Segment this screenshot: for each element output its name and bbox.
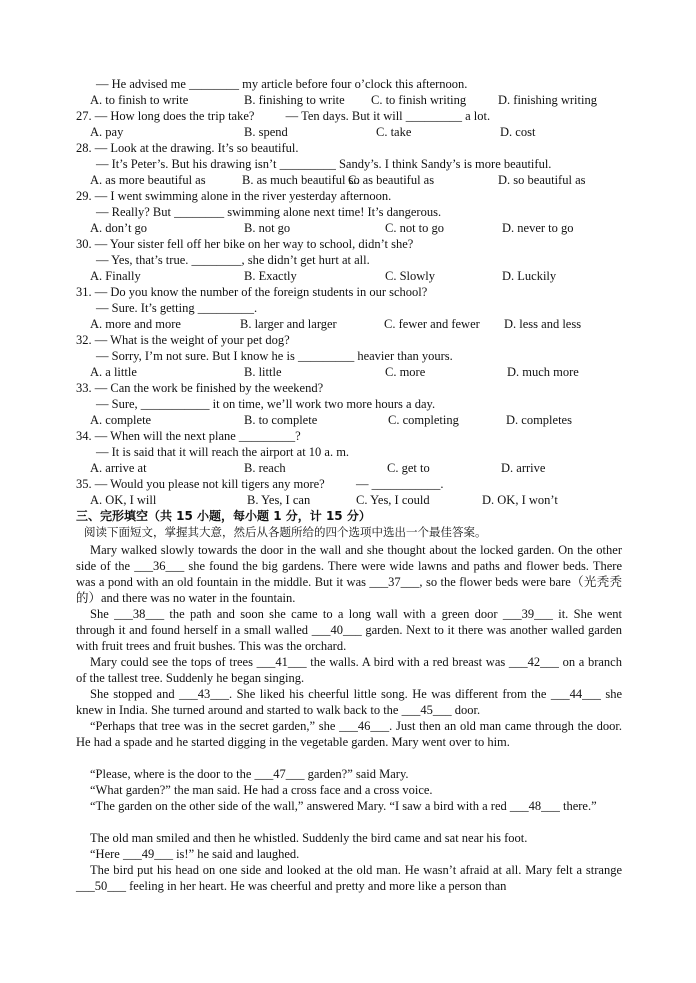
q26-option-a: A. to finish to write bbox=[90, 93, 189, 107]
passage-paragraph: “The garden on the other side of the wall,” answered Mary. “I saw a bird with a red ___48___ there.” bbox=[90, 799, 597, 813]
question-29-reply: — Really? But ________ swimming alone next time! It’s dangerous. bbox=[96, 205, 442, 219]
q34-option-c: C. get to bbox=[387, 461, 430, 475]
question-32-reply: — Sorry, I’m not sure. But I know he is _________ heavier than yours. bbox=[96, 349, 453, 363]
q29-option-b: B. not go bbox=[244, 221, 291, 235]
q34-option-d: D. arrive bbox=[501, 461, 546, 475]
q27-option-b: B. spend bbox=[244, 125, 288, 139]
q35-option-d: D. OK, I won’t bbox=[482, 493, 558, 507]
q29-option-d: D. never to go bbox=[502, 221, 574, 235]
q26-option-b: B. finishing to write bbox=[244, 93, 345, 107]
q31-option-d: D. less and less bbox=[504, 317, 582, 331]
question-35-stem: 35. — Would you please not kill tigers any more? — ___________. bbox=[76, 477, 444, 491]
question-33-reply: — Sure, ___________ it on time, we’ll work two more hours a day. bbox=[96, 397, 436, 411]
passage-paragraph: She ___38___ the path and soon she came to a long wall with a green door ___39___ it. She went through it and found herself in a small walled ___40___ garden. Next to it there was another walled garden with fruit trees and fruit bushes. This was the orchard. bbox=[76, 607, 622, 653]
q34-option-b: B. reach bbox=[244, 461, 286, 475]
question-31-stem: 31. — Do you know the number of the foreign students in our school? bbox=[76, 285, 428, 299]
question-28-reply: — It’s Peter’s. But his drawing isn’t _________ Sandy’s. I think Sandy’s is more beautiful. bbox=[96, 157, 552, 171]
question-34-stem: 34. — When will the next plane _________? bbox=[76, 429, 301, 443]
q35-option-c: C. Yes, I could bbox=[356, 493, 430, 507]
q27-option-d: D. cost bbox=[500, 125, 536, 139]
question-27-stem: 27. — How long does the trip take? — Ten days. But it will _________ a lot. bbox=[76, 109, 491, 123]
question-34-reply: — It is said that it will reach the airport at 10 a. m. bbox=[96, 445, 350, 459]
passage-paragraph: She stopped and ___43___. She liked his cheerful little song. He was different from the ___44___ she knew in India. She turned around and started to walk back to the ___45___ door. bbox=[76, 687, 622, 717]
question-32-stem: 32. — What is the weight of your pet dog? bbox=[76, 333, 290, 347]
q30-option-c: C. Slowly bbox=[385, 269, 436, 283]
q27-option-a: A. pay bbox=[90, 125, 124, 139]
passage-paragraph: Mary could see the tops of trees ___41___ the walls. A bird with a red breast was ___42___ on a branch of the tallest tree. Suddenly he began singing. bbox=[76, 655, 622, 685]
passage-paragraph: Mary walked slowly towards the door in the wall and she thought about the locked garden. On the other side of the ___36___ she found the big gardens. There were wide lawns and paths and flower beds. There was a pond with an old fountain in the middle. But it was ___37___, so the flower beds were bare（光秃秃的）and there was no water in the fountain. bbox=[76, 543, 622, 605]
question-26-stem: — He advised me ________ my article before four o’clock this afternoon. bbox=[96, 77, 468, 91]
section-3-instruction: 阅读下面短文，掌握其大意，然后从各题所给的四个选项中选出一个最佳答案。 bbox=[84, 525, 487, 539]
q29-option-c: C. not to go bbox=[385, 221, 445, 235]
q28-option-d: D. so beautiful as bbox=[498, 173, 586, 187]
q32-option-c: C. more bbox=[385, 365, 426, 379]
question-29-stem: 29. — I went swimming alone in the river yesterday afternoon. bbox=[76, 189, 392, 203]
q28-option-b: B. as much beautiful so bbox=[242, 173, 360, 187]
question-33-stem: 33. — Can the work be finished by the weekend? bbox=[76, 381, 324, 395]
question-30-reply: — Yes, that’s true. ________, she didn’t get hurt at all. bbox=[96, 253, 370, 267]
question-30-stem: 30. — Your sister fell off her bike on her way to school, didn’t she? bbox=[76, 237, 414, 251]
q26-option-d: D. finishing writing bbox=[498, 93, 597, 107]
q33-option-c: C. completing bbox=[388, 413, 459, 427]
q32-option-d: D. much more bbox=[507, 365, 579, 379]
q33-option-d: D. completes bbox=[506, 413, 572, 427]
passage-paragraph: “Please, where is the door to the ___47___ garden?” said Mary. bbox=[90, 767, 409, 781]
q32-option-a: A. a little bbox=[90, 365, 137, 379]
q33-option-a: A. complete bbox=[90, 413, 152, 427]
q31-option-a: A. more and more bbox=[90, 317, 181, 331]
q26-option-c: C. to finish writing bbox=[371, 93, 467, 107]
q28-option-c: C. as beautiful as bbox=[348, 173, 435, 187]
q31-option-c: C. fewer and fewer bbox=[384, 317, 480, 331]
q29-option-a: A. don’t go bbox=[90, 221, 148, 235]
q30-option-a: A. Finally bbox=[90, 269, 141, 283]
q27-option-c: C. take bbox=[376, 125, 412, 139]
q28-option-a: A. as more beautiful as bbox=[90, 173, 206, 187]
question-28-stem: 28. — Look at the drawing. It’s so beautiful. bbox=[76, 141, 299, 155]
passage-paragraph: The old man smiled and then he whistled. Suddenly the bird came and sat near his foot. bbox=[90, 831, 528, 845]
q33-option-b: B. to complete bbox=[244, 413, 318, 427]
passage-paragraph: “Here ___49___ is!” he said and laughed. bbox=[90, 847, 300, 861]
q30-option-d: D. Luckily bbox=[502, 269, 557, 283]
passage-paragraph: “Perhaps that tree was in the secret garden,” she ___46___. Just then an old man came through the door. He had a spade and he started digging in the vegetable garden. Mary went over to him. bbox=[76, 719, 622, 749]
q32-option-b: B. little bbox=[244, 365, 282, 379]
q31-option-b: B. larger and larger bbox=[240, 317, 337, 331]
question-31-reply: — Sure. It’s getting _________. bbox=[96, 301, 258, 315]
section-3-heading: 三、完形填空（共 15 小题，每小题 1 分，计 15 分） bbox=[76, 509, 371, 523]
passage-paragraph: “What garden?” the man said. He had a cross face and a cross voice. bbox=[90, 783, 433, 797]
passage-paragraph: The bird put his head on one side and looked at the old man. He wasn’t afraid at all. Mary felt a strange ___50___ feeling in her heart. He was cheerful and pretty and more like a person than bbox=[76, 863, 622, 893]
q35-option-b: B. Yes, I can bbox=[247, 493, 311, 507]
q35-option-a: A. OK, I will bbox=[90, 493, 157, 507]
q34-option-a: A. arrive at bbox=[90, 461, 147, 475]
q30-option-b: B. Exactly bbox=[244, 269, 297, 283]
